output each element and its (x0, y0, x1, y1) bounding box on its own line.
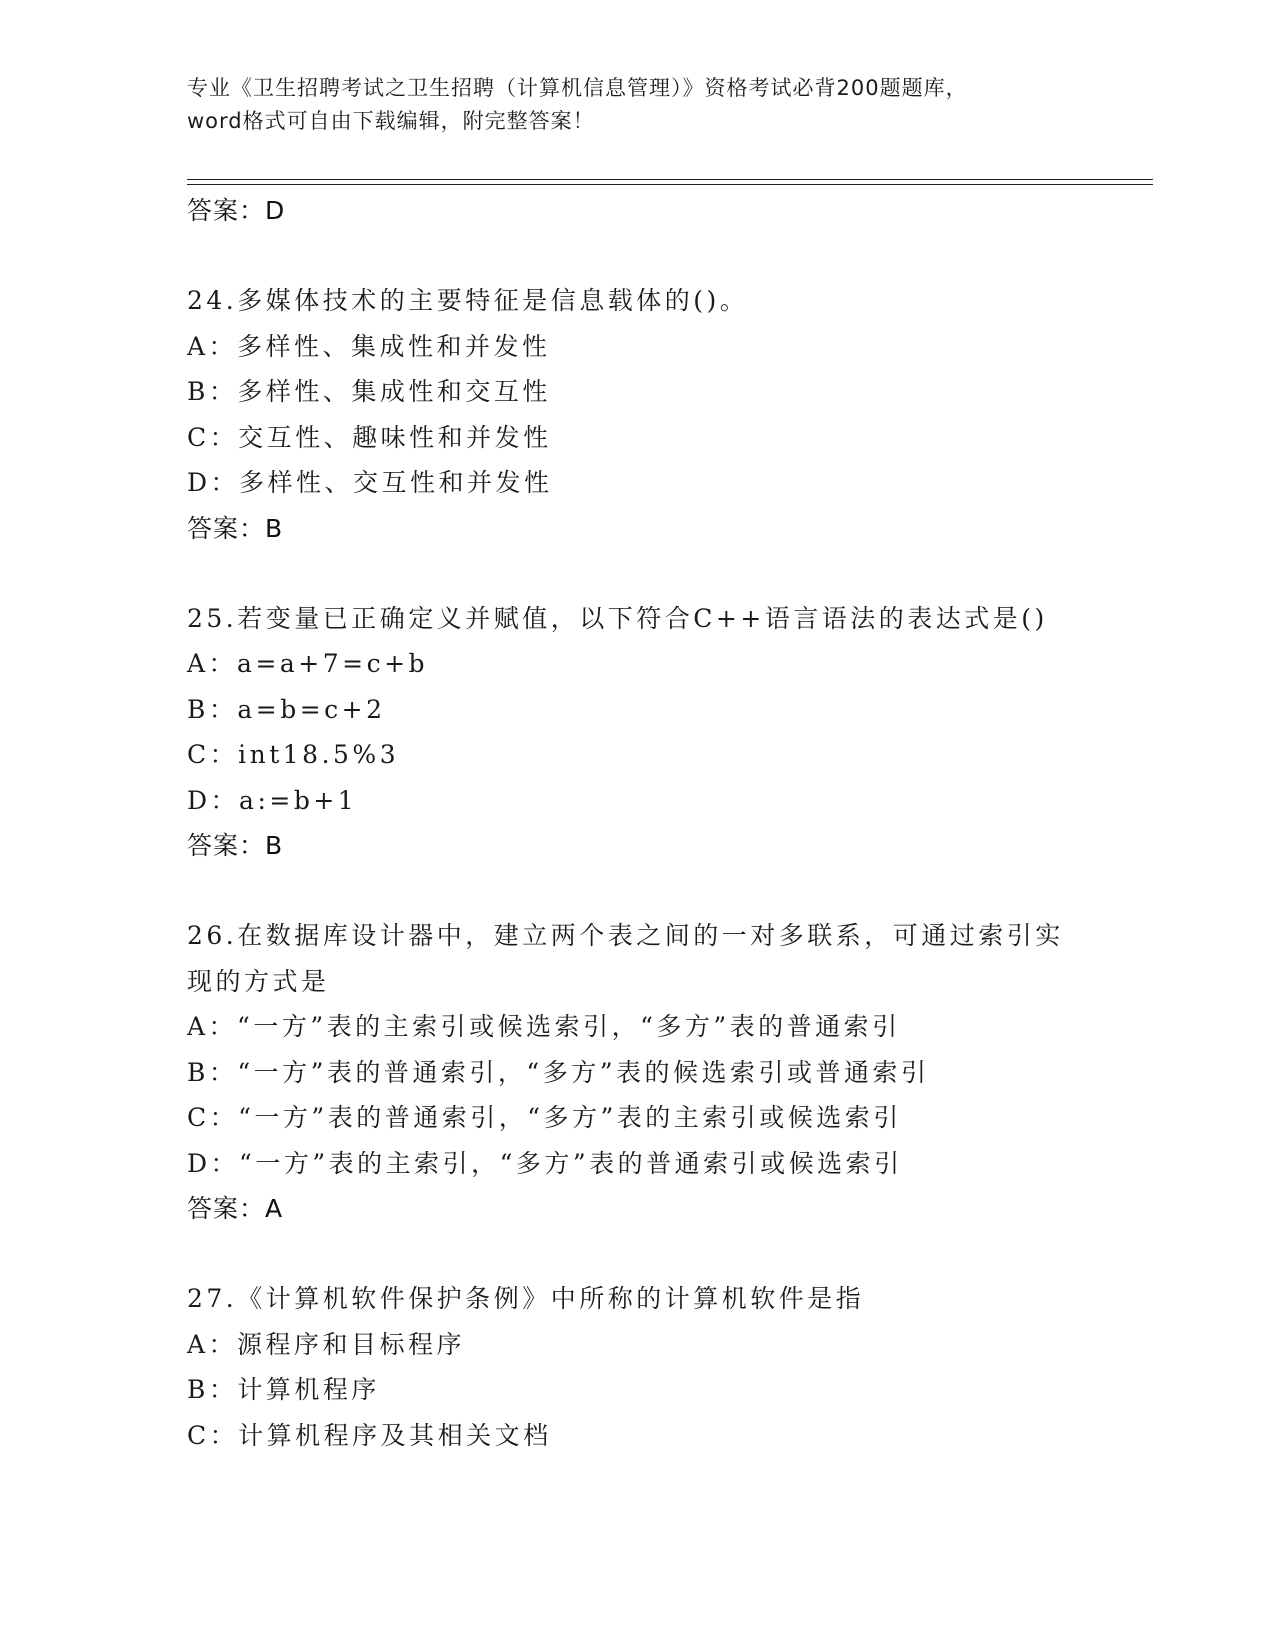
header-divider-bottom (187, 184, 1153, 185)
question-24 (187, 278, 1147, 551)
option-d: D：多样性、交互性和并发性 (187, 468, 553, 497)
option-a: A：“一方”表的主索引或候选索引，“多方”表的普通索引 (187, 1012, 901, 1041)
option-a: A：多样性、集成性和并发性 (187, 331, 551, 361)
question-25 (187, 596, 1147, 869)
document-header (187, 72, 1087, 138)
question-27 (187, 1276, 1147, 1458)
question-text: 27.《计算机软件保护条例》中所称的计算机软件是指 (187, 1284, 865, 1313)
option-c: C：交互性、趣味性和并发性 (187, 422, 552, 452)
option-c: C：int18.5%3 (187, 740, 400, 769)
header-line-2: word格式可自由下载编辑，附完整答案！ (187, 109, 595, 133)
answer: 答案：B (187, 831, 284, 860)
answer: 答案：A (187, 1194, 284, 1223)
option-d: D：“一方”表的主索引，“多方”表的普通索引或候选索引 (187, 1148, 903, 1178)
answer: 答案：B (187, 513, 284, 543)
option-a: A：a=a+7=c+b (187, 649, 429, 678)
spacer (187, 233, 1147, 278)
option-b: B：a=b=c+2 (187, 694, 386, 724)
option-c: C：计算机程序及其相关文档 (187, 1420, 552, 1450)
spacer (187, 868, 1147, 913)
question-text: 25.若变量已正确定义并赋值，以下符合C++语言语法的表达式是() (187, 603, 1048, 633)
question-text: 24.多媒体技术的主要特征是信息载体的()。 (187, 286, 749, 315)
option-c: C：“一方”表的普通索引，“多方”表的主索引或候选索引 (187, 1103, 902, 1132)
spacer (187, 551, 1147, 596)
question-26 (187, 913, 1147, 1231)
question-list (187, 188, 1147, 1458)
option-a: A：源程序和目标程序 (187, 1329, 466, 1359)
previous-answer: 答案：D (187, 196, 286, 225)
option-b: B：计算机程序 (187, 1375, 380, 1404)
spacer (187, 1231, 1147, 1276)
header-line-1: 专业《卫生招聘考试之卫生招聘（计算机信息管理）》资格考试必背200题题库， (187, 76, 968, 100)
header-divider-top (187, 179, 1153, 180)
option-b: B：“一方”表的普通索引，“多方”表的候选索引或普通索引 (187, 1057, 930, 1087)
option-d: D：a:=b+1 (187, 785, 358, 815)
question-text: 26.在数据库设计器中，建立两个表之间的一对多联系，可通过索引实现的方式是 (187, 921, 1064, 996)
option-b: B：多样性、集成性和交互性 (187, 377, 551, 406)
